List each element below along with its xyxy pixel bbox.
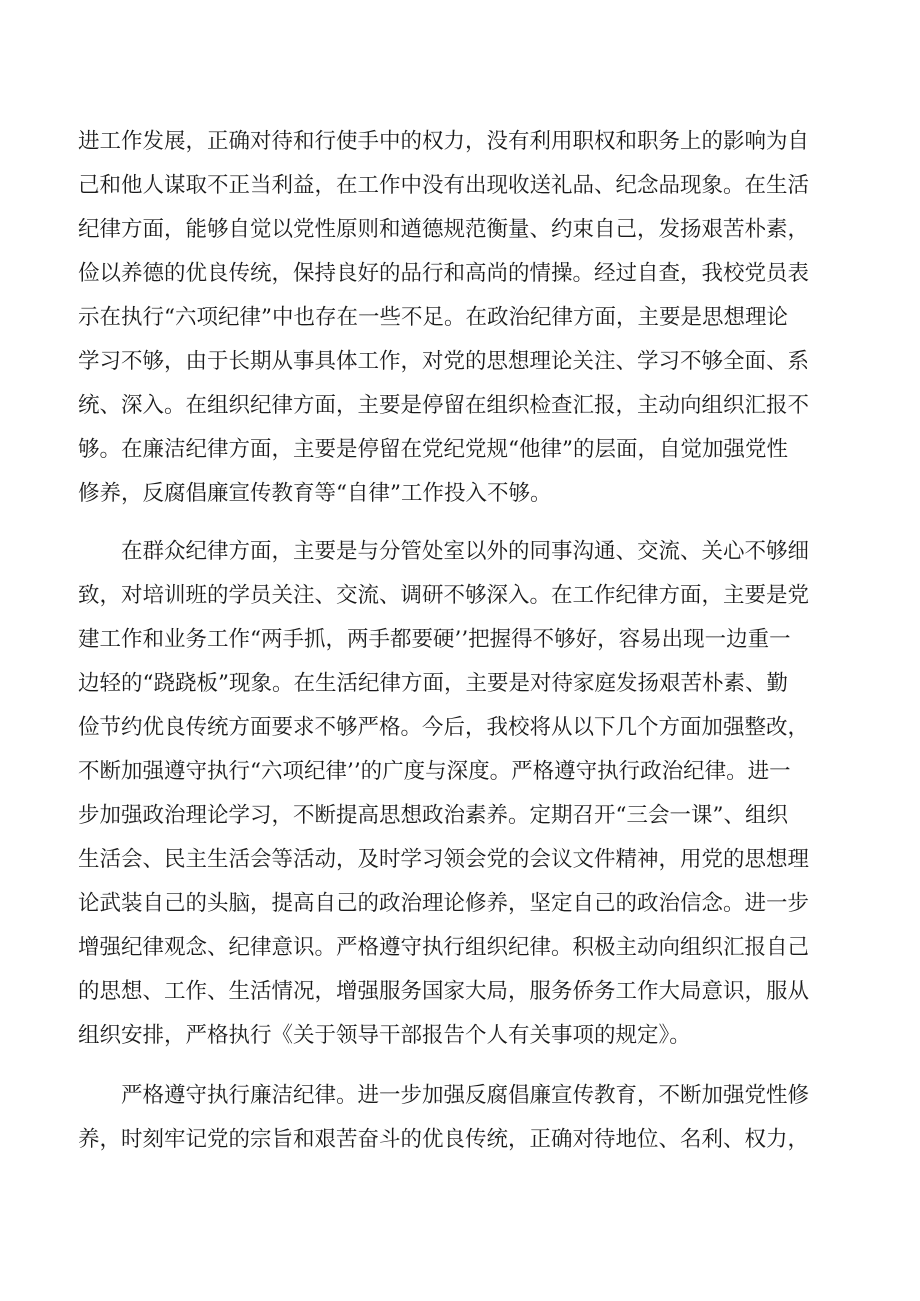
paragraph-1-line-8: 够。在廉洁纪律方面，主要是停留在党纪党规“他律”的层面，自觉加强党性 xyxy=(78,437,788,462)
paragraph-1-line-9: 修养，反腐倡廉宣传教育等“自律”工作投入不够。 xyxy=(78,481,552,506)
paragraph-2-line-5: 俭节约优良传统方面要求不够严格。今后，我校将从以下几个方面加强整改， xyxy=(78,715,810,740)
paragraph-1-line-5: 示在执行“六项纪律”中也存在一些不足。在政治纪律方面，主要是思想理论 xyxy=(78,305,788,330)
paragraph-2-line-3: 建工作和业务工作“两手抓，两手都要硬’’把握得不够好，容易出现一边重一 xyxy=(78,627,791,652)
paragraph-1-line-3: 纪律方面，能够自觉以党性原则和遒德规范衡量、约束自己，发扬艰苦朴素， xyxy=(78,217,810,242)
paragraph-1-line-6: 学习不够，由于长期从事具体工作，对党的思想理论关注、学习不够全面、系 xyxy=(78,349,810,374)
paragraph-2-line-4: 边轻的“跷跷板”现象。在生活纪律方面，主要是对待家庭发扬艰苦朴素、勤 xyxy=(78,671,788,696)
paragraph-1-line-7: 统、深入。在组织纪律方面，主要是停留在组织检查汇报，主动向组织汇报不 xyxy=(78,393,810,418)
paragraph-2-line-9: 论武装自己的头脑，提高自己的政治理论修养，坚定自己的政治信念。进一步 xyxy=(78,891,810,916)
paragraph-1-line-2: 己和他人谋取不正当利益，在工作中没有出现收送礼品、纪念品现象。在生活 xyxy=(78,173,810,198)
paragraph-2-line-10: 增强纪律观念、纪律意识。严格遵守执行组织纪律。积极主动向组织汇报自己 xyxy=(78,935,810,960)
paragraph-2-line-11: 的思想、工作、生活情况，增强服务国家大局，服务侨务工作大局意识，服从 xyxy=(78,979,810,1004)
paragraph-2-line-2: 致，对培训班的学员关注、交流、调研不够深入。在工作纪律方面，主要是党 xyxy=(78,583,810,608)
paragraph-1-line-4: 俭以养德的优良传统，保持良好的品行和高尚的情操。经过自查，我校党员表 xyxy=(78,261,810,286)
paragraph-1-line-1: 进工作发展，正确对待和行使手中的权力，没有利用职权和职务上的影响为自 xyxy=(78,129,810,154)
paragraph-2-line-7: 步加强政治理论学习，不断提高思想政治素养。定期召开“三会一课”、组织 xyxy=(78,803,788,828)
paragraph-2-line-8: 生活会、民主生活会等活动，及时学习领会党的会议文件精神，用党的思想理 xyxy=(78,847,810,872)
paragraph-3-line-2: 养，时刻牢记党的宗旨和艰苦奋斗的优良传统，正确对待地位、名利、权力， xyxy=(78,1127,810,1152)
paragraph-2-line-6: 不断加强遵守执行“六项纪律’’的广度与深度。严格遵守执行政治纪律。进一 xyxy=(78,759,791,784)
paragraph-3-line-1: 严格遵守执行廉洁纪律。进一步加强反腐倡廉宣传教育，不断加强党性修 xyxy=(121,1083,810,1108)
paragraph-2-line-12: 组织安排，严格执行《关于领导干部报告个人有关事项的规定》。 xyxy=(78,1023,691,1048)
paragraph-2-line-1: 在群众纪律方面，主要是与分管处室以外的同事沟通、交流、关心不够细 xyxy=(121,539,810,564)
